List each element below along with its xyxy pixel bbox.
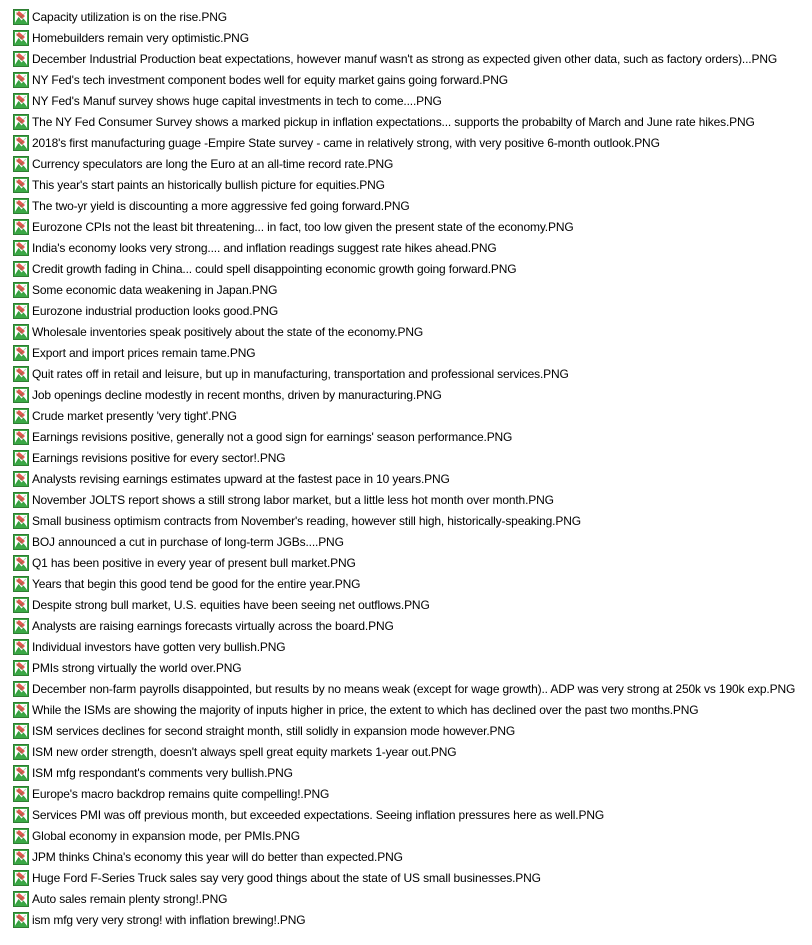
file-name: Despite strong bull market, U.S. equities have been seeing net outflows.PNG bbox=[32, 597, 430, 612]
file-name: Europe's macro backdrop remains quite compelling!.PNG bbox=[32, 786, 330, 801]
file-name: BOJ announced a cut in purchase of long-term JGBs....PNG bbox=[32, 534, 344, 549]
image-file-icon bbox=[13, 723, 29, 739]
file-item[interactable] bbox=[13, 321, 808, 342]
image-file-icon bbox=[13, 765, 29, 781]
file-name: November JOLTS report shows a still strong labor market, but a little less hot month over month.PNG bbox=[32, 492, 554, 507]
file-name: ISM new order strength, doesn't always spell great equity markets 1-year out.PNG bbox=[32, 744, 457, 759]
image-file-icon bbox=[13, 471, 29, 487]
file-item[interactable] bbox=[13, 825, 808, 846]
file-name: India's economy looks very strong.... and inflation readings suggest rate hikes ahead.PNG bbox=[32, 240, 497, 255]
file-item[interactable] bbox=[13, 678, 808, 699]
file-name: Earnings revisions positive for every sector!.PNG bbox=[32, 450, 286, 465]
image-file-icon bbox=[13, 303, 29, 319]
image-file-icon bbox=[13, 51, 29, 67]
image-file-icon bbox=[13, 786, 29, 802]
image-file-icon bbox=[13, 282, 29, 298]
file-name: Crude market presently 'very tight'.PNG bbox=[32, 408, 237, 423]
file-name: The NY Fed Consumer Survey shows a marked pickup in inflation expectations... supports the probabilty of March and June rate hikes.PNG bbox=[32, 114, 755, 129]
file-name: Eurozone industrial production looks good.PNG bbox=[32, 303, 279, 318]
file-name: Analysts revising earnings estimates upward at the fastest pace in 10 years.PNG bbox=[32, 471, 450, 486]
file-item[interactable] bbox=[13, 342, 808, 363]
file-name: NY Fed's Manuf survey shows huge capital investments in tech to come....PNG bbox=[32, 93, 442, 108]
file-item[interactable] bbox=[13, 804, 808, 825]
file-name: Export and import prices remain tame.PNG bbox=[32, 345, 256, 360]
file-item[interactable] bbox=[13, 237, 808, 258]
file-name: Services PMI was off previous month, but exceeded expectations. Seeing inflation pressures here as well.PNG bbox=[32, 807, 605, 822]
file-item[interactable] bbox=[13, 489, 808, 510]
file-name: Eurozone CPIs not the least bit threatening... in fact, too low given the present state of the economy.PNG bbox=[32, 219, 574, 234]
file-name: JPM thinks China's economy this year will do better than expected.PNG bbox=[32, 849, 403, 864]
file-item[interactable] bbox=[13, 69, 808, 90]
image-file-icon bbox=[13, 618, 29, 634]
file-item[interactable] bbox=[13, 573, 808, 594]
image-file-icon bbox=[13, 9, 29, 25]
file-name: Credit growth fading in China... could spell disappointing economic growth going forward.PNG bbox=[32, 261, 517, 276]
file-name: Quit rates off in retail and leisure, but up in manufacturing, transportation and professional services.PNG bbox=[32, 366, 569, 381]
image-file-icon bbox=[13, 408, 29, 424]
file-item[interactable] bbox=[13, 552, 808, 573]
file-name: December Industrial Production beat expectations, however manuf wasn't as strong as expected given other data, such as factory orders)...PNG bbox=[32, 51, 778, 66]
file-name: Capacity utilization is on the rise.PNG bbox=[32, 9, 227, 24]
file-name: Global economy in expansion mode, per PMIs.PNG bbox=[32, 828, 300, 843]
file-item[interactable] bbox=[13, 6, 808, 27]
file-name: Wholesale inventories speak positively about the state of the economy.PNG bbox=[32, 324, 424, 339]
file-item[interactable] bbox=[13, 699, 808, 720]
image-file-icon bbox=[13, 639, 29, 655]
file-item[interactable] bbox=[13, 615, 808, 636]
image-file-icon bbox=[13, 387, 29, 403]
image-file-icon bbox=[13, 891, 29, 907]
file-name: Job openings decline modestly in recent months, driven by manuracturing.PNG bbox=[32, 387, 442, 402]
file-name: PMIs strong virtually the world over.PNG bbox=[32, 660, 242, 675]
file-item[interactable] bbox=[13, 531, 808, 552]
image-file-icon bbox=[13, 849, 29, 865]
file-item[interactable] bbox=[13, 846, 808, 867]
file-item[interactable] bbox=[13, 216, 808, 237]
file-item[interactable] bbox=[13, 195, 808, 216]
image-file-icon bbox=[13, 135, 29, 151]
file-name: Q1 has been positive in every year of present bull market.PNG bbox=[32, 555, 356, 570]
image-file-icon bbox=[13, 261, 29, 277]
file-item[interactable] bbox=[13, 111, 808, 132]
file-name: Currency speculators are long the Euro at an all-time record rate.PNG bbox=[32, 156, 394, 171]
image-file-icon bbox=[13, 513, 29, 529]
image-file-icon bbox=[13, 912, 29, 928]
file-item[interactable] bbox=[13, 405, 808, 426]
image-file-icon bbox=[13, 366, 29, 382]
file-item[interactable] bbox=[13, 426, 808, 447]
file-item[interactable] bbox=[13, 48, 808, 69]
image-file-icon bbox=[13, 576, 29, 592]
image-file-icon bbox=[13, 198, 29, 214]
file-item[interactable] bbox=[13, 468, 808, 489]
file-item[interactable] bbox=[13, 741, 808, 762]
file-name: Years that begin this good tend be good for the entire year.PNG bbox=[32, 576, 361, 591]
image-file-icon bbox=[13, 555, 29, 571]
file-item[interactable] bbox=[13, 27, 808, 48]
file-item[interactable] bbox=[13, 384, 808, 405]
file-name: Earnings revisions positive, generally not a good sign for earnings' season performance.PNG bbox=[32, 429, 513, 444]
file-name: Huge Ford F-Series Truck sales say very good things about the state of US small businesses.PNG bbox=[32, 870, 541, 885]
file-item[interactable] bbox=[13, 447, 808, 468]
file-name: ISM mfg respondant's comments very bullish.PNG bbox=[32, 765, 293, 780]
file-item[interactable] bbox=[13, 363, 808, 384]
file-item[interactable] bbox=[13, 300, 808, 321]
image-file-icon bbox=[13, 870, 29, 886]
file-name: ism mfg very very strong! with inflation brewing!.PNG bbox=[32, 912, 306, 927]
file-name: ISM services declines for second straight month, still solidly in expansion mode however.PNG bbox=[32, 723, 516, 738]
image-file-icon bbox=[13, 93, 29, 109]
file-item[interactable] bbox=[13, 279, 808, 300]
file-item[interactable] bbox=[13, 783, 808, 804]
image-file-icon bbox=[13, 72, 29, 88]
file-name: Small business optimism contracts from November's reading, however still high, historically-speaking.PNG bbox=[32, 513, 581, 528]
file-name: Individual investors have gotten very bullish.PNG bbox=[32, 639, 286, 654]
image-file-icon bbox=[13, 114, 29, 130]
image-file-icon bbox=[13, 156, 29, 172]
image-file-icon bbox=[13, 702, 29, 718]
image-file-icon bbox=[13, 219, 29, 235]
image-file-icon bbox=[13, 345, 29, 361]
file-item[interactable] bbox=[13, 888, 808, 909]
image-file-icon bbox=[13, 681, 29, 697]
image-file-icon bbox=[13, 450, 29, 466]
file-item[interactable] bbox=[13, 657, 808, 678]
file-item[interactable] bbox=[13, 762, 808, 783]
file-item[interactable] bbox=[13, 720, 808, 741]
file-item[interactable] bbox=[13, 636, 808, 657]
file-name: Auto sales remain plenty strong!.PNG bbox=[32, 891, 228, 906]
file-item[interactable] bbox=[13, 174, 808, 195]
image-file-icon bbox=[13, 534, 29, 550]
file-item[interactable] bbox=[13, 909, 808, 930]
file-name: Some economic data weakening in Japan.PNG bbox=[32, 282, 278, 297]
file-name: December non-farm payrolls disappointed, but results by no means weak (except for wage growth).. ADP was very strong at 250k vs 190k exp.PNG bbox=[32, 681, 796, 696]
file-item[interactable] bbox=[13, 510, 808, 531]
file-item[interactable] bbox=[13, 258, 808, 279]
file-name: 2018's first manufacturing guage -Empire State survey - came in relatively strong, with very positive 6-month outlook.PNG bbox=[32, 135, 660, 150]
image-file-icon bbox=[13, 597, 29, 613]
file-name: This year's start paints an historically bullish picture for equities.PNG bbox=[32, 177, 385, 192]
file-item[interactable] bbox=[13, 153, 808, 174]
file-item[interactable] bbox=[13, 90, 808, 111]
file-name: While the ISMs are showing the majority of inputs higher in price, the extent to which has declined over the past two months.PNG bbox=[32, 702, 699, 717]
file-name: Analysts are raising earnings forecasts virtually across the board.PNG bbox=[32, 618, 394, 633]
image-file-icon bbox=[13, 492, 29, 508]
image-file-icon bbox=[13, 807, 29, 823]
image-file-icon bbox=[13, 240, 29, 256]
file-item[interactable] bbox=[13, 867, 808, 888]
image-file-icon bbox=[13, 177, 29, 193]
image-file-icon bbox=[13, 744, 29, 760]
file-list bbox=[13, 6, 808, 930]
file-item[interactable] bbox=[13, 132, 808, 153]
image-file-icon bbox=[13, 324, 29, 340]
file-name: NY Fed's tech investment component bodes well for equity market gains going forward.PNG bbox=[32, 72, 508, 87]
image-file-icon bbox=[13, 828, 29, 844]
file-item[interactable] bbox=[13, 594, 808, 615]
image-file-icon bbox=[13, 30, 29, 46]
image-file-icon bbox=[13, 429, 29, 445]
image-file-icon bbox=[13, 660, 29, 676]
file-name: The two-yr yield is discounting a more aggressive fed going forward.PNG bbox=[32, 198, 410, 213]
file-name: Homebuilders remain very optimistic.PNG bbox=[32, 30, 249, 45]
